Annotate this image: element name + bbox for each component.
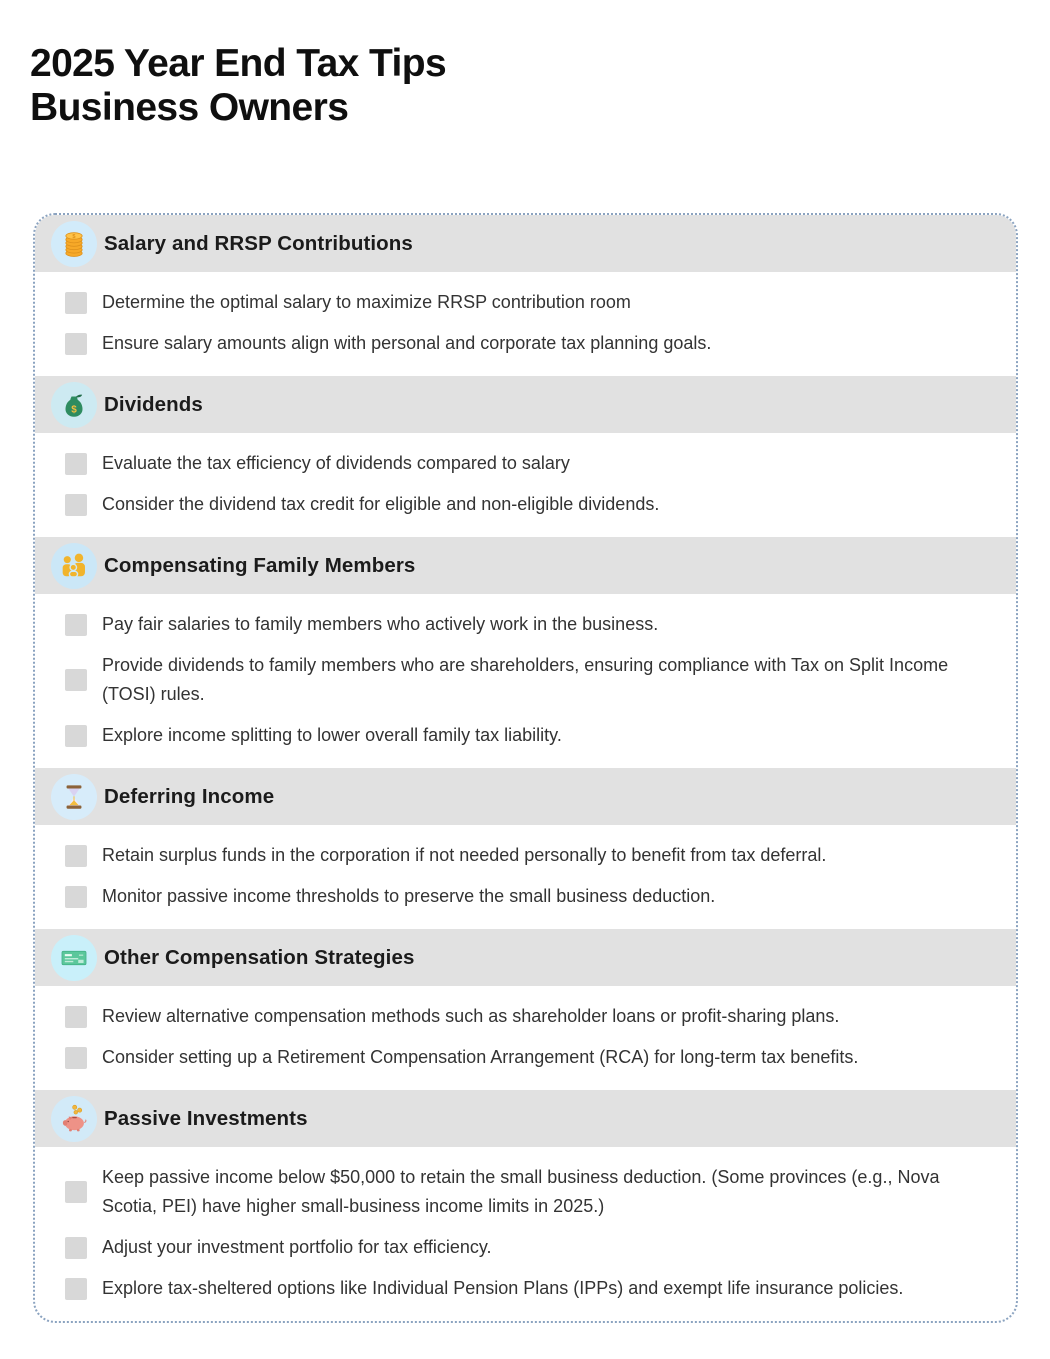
section-dividends: [35, 376, 1016, 537]
checkbox[interactable]: [65, 1278, 87, 1300]
hourglass-icon: [57, 780, 91, 814]
checklist-item-text: Ensure salary amounts align with personal and corporate tax planning goals.: [102, 333, 712, 353]
page-title: [30, 42, 446, 129]
checklist-item-text: Explore income splitting to lower overall family tax liability.: [102, 725, 562, 745]
section-title: Compensating Family Members: [104, 553, 416, 577]
checklist-item: [65, 1037, 990, 1078]
section-header-salary-rrsp: [35, 215, 1016, 272]
section-body: [35, 1147, 1016, 1321]
icon-circle: [51, 221, 97, 267]
section-header-dividends: [35, 376, 1016, 433]
checklist-item: [65, 323, 990, 364]
icon-circle: [51, 382, 97, 428]
section-salary-rrsp: [35, 215, 1016, 376]
section-family-members: [35, 537, 1016, 768]
checkbox[interactable]: [65, 1181, 87, 1203]
checklist-card: [33, 213, 1018, 1323]
checkbox[interactable]: [65, 453, 87, 475]
checklist-item: [65, 715, 990, 756]
money-bag-icon: [57, 388, 91, 422]
section-header-passive-investments: [35, 1090, 1016, 1147]
family-icon: [57, 549, 91, 583]
checklist-item: [65, 282, 990, 323]
checkbox[interactable]: [65, 669, 87, 691]
checkbox[interactable]: [65, 1237, 87, 1259]
checklist-item: [65, 1268, 990, 1309]
section-body: [35, 825, 1016, 929]
checkbox[interactable]: [65, 494, 87, 516]
piggy-bank-icon: [57, 1102, 91, 1136]
checkbox[interactable]: [65, 614, 87, 636]
cheque-icon: [57, 941, 91, 975]
coins-icon: [57, 227, 91, 261]
checklist-item: [65, 645, 990, 715]
section-body: [35, 272, 1016, 376]
section-header-other-compensation: [35, 929, 1016, 986]
icon-circle: [51, 1096, 97, 1142]
checklist-item-text: Consider setting up a Retirement Compensation Arrangement (RCA) for long-term tax benefits.: [102, 1047, 859, 1067]
checklist-item-text: Determine the optimal salary to maximize RRSP contribution room: [102, 292, 631, 312]
checkbox[interactable]: [65, 1047, 87, 1069]
checklist-item: [65, 835, 990, 876]
checklist-item: [65, 996, 990, 1037]
checkbox[interactable]: [65, 292, 87, 314]
page-title-line2: Business Owners: [30, 85, 349, 129]
section-title: Passive Investments: [104, 1106, 308, 1130]
icon-circle: [51, 774, 97, 820]
section-title: Salary and RRSP Contributions: [104, 231, 413, 255]
checklist-item: [65, 484, 990, 525]
checklist-item-text: Review alternative compensation methods such as shareholder loans or profit-sharing plans.: [102, 1006, 840, 1026]
section-passive-investments: [35, 1090, 1016, 1321]
checklist-item: [65, 1157, 990, 1227]
checklist-item: [65, 443, 990, 484]
icon-circle: [51, 543, 97, 589]
page-title-line1: 2025 Year End Tax Tips: [30, 42, 447, 85]
checklist-item-text: Keep passive income below $50,000 to retain the small business deduction. (Some provinces (e.g., Nova Scotia, PEI) have higher small-business income limits in 2025.): [102, 1167, 940, 1216]
checkbox[interactable]: [65, 886, 87, 908]
section-body: [35, 594, 1016, 768]
section-title: Deferring Income: [104, 784, 275, 808]
checklist-item-text: Pay fair salaries to family members who actively work in the business.: [102, 614, 659, 634]
section-other-compensation: [35, 929, 1016, 1090]
checkbox[interactable]: [65, 845, 87, 867]
section-deferring-income: [35, 768, 1016, 929]
section-title: Other Compensation Strategies: [104, 945, 415, 969]
checklist-item-text: Consider the dividend tax credit for eligible and non-eligible dividends.: [102, 494, 660, 514]
section-header-family-members: [35, 537, 1016, 594]
section-header-deferring-income: [35, 768, 1016, 825]
icon-circle: [51, 935, 97, 981]
checklist-item-text: Provide dividends to family members who are shareholders, ensuring compliance with Tax on Split Income (TOSI) rules.: [102, 655, 949, 704]
checklist-item-text: Retain surplus funds in the corporation if not needed personally to benefit from tax deferral.: [102, 845, 827, 865]
checklist-item-text: Evaluate the tax efficiency of dividends compared to salary: [102, 453, 570, 473]
checklist-item: [65, 876, 990, 917]
checklist-item-text: Monitor passive income thresholds to preserve the small business deduction.: [102, 886, 716, 906]
section-title: Dividends: [104, 392, 203, 416]
checkbox[interactable]: [65, 725, 87, 747]
section-body: [35, 433, 1016, 537]
checklist-item-text: Explore tax-sheltered options like Individual Pension Plans (IPPs) and exempt life insurance policies.: [102, 1278, 904, 1298]
checkbox[interactable]: [65, 1006, 87, 1028]
checklist-item: [65, 604, 990, 645]
checkbox[interactable]: [65, 333, 87, 355]
checklist-item-text: Adjust your investment portfolio for tax efficiency.: [102, 1237, 492, 1257]
checklist-item: [65, 1227, 990, 1268]
section-body: [35, 986, 1016, 1090]
